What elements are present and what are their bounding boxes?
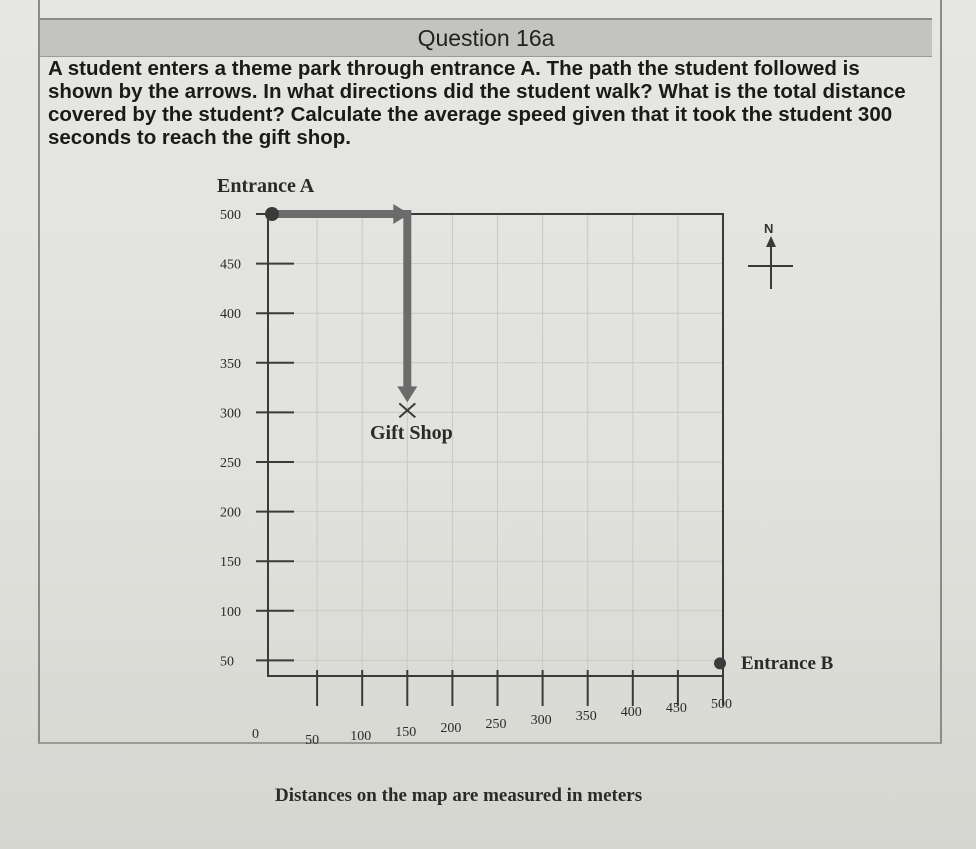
x-tick-label: 350 <box>575 709 597 724</box>
y-tick-label: 150 <box>220 555 241 571</box>
gift-shop-label: Gift Shop <box>370 422 453 444</box>
x-tick-label: 200 <box>440 721 462 736</box>
x-tick-label: 50 <box>305 733 320 748</box>
question-text: A student enters a theme park through entrance A. The path the student followed is shown by the arrows. In what directions did the student walk? What is the total distance covered by the student? Calculate the average speed given that it took the student 300 seconds to reach the gift shop. <box>48 57 906 149</box>
map-grid <box>268 214 723 676</box>
y-tick-label: 500 <box>220 208 241 223</box>
map-footnote: Distances on the map are measured in meters <box>275 785 643 806</box>
y-tick-label: 50 <box>220 654 234 670</box>
question-title: Question 16a <box>40 18 932 57</box>
map-border <box>268 214 723 676</box>
x-tick-label: 150 <box>395 725 417 740</box>
y-tick-label: 100 <box>220 604 241 620</box>
y-tick-label: 450 <box>220 257 241 273</box>
y-tick-label: 400 <box>220 307 241 323</box>
arrow-south-icon <box>397 386 417 402</box>
x-tick-label: 300 <box>530 713 552 728</box>
x-axis <box>305 670 732 748</box>
x-tick-label: 400 <box>620 705 642 720</box>
path-line <box>272 214 407 394</box>
y-tick-label: 200 <box>220 505 241 521</box>
x-tick-label: 500 <box>711 697 732 712</box>
entrance-b-label: Entrance B <box>741 653 834 674</box>
entrance-a-marker <box>265 207 279 221</box>
entrance-b-marker <box>714 657 726 669</box>
y-tick-label: 300 <box>220 406 241 422</box>
y-tick-label: 250 <box>220 456 241 471</box>
x-tick-label: 100 <box>350 729 372 744</box>
origin-label: 0 <box>252 727 259 742</box>
x-tick-label: 250 <box>485 717 507 732</box>
student-path <box>272 204 417 402</box>
y-tick-label: 350 <box>220 356 241 372</box>
entrance-a-label: Entrance A <box>217 175 315 197</box>
compass-icon <box>748 236 793 289</box>
compass-north-label: N <box>764 221 774 236</box>
y-axis <box>220 208 294 669</box>
x-tick-label: 450 <box>665 701 687 716</box>
